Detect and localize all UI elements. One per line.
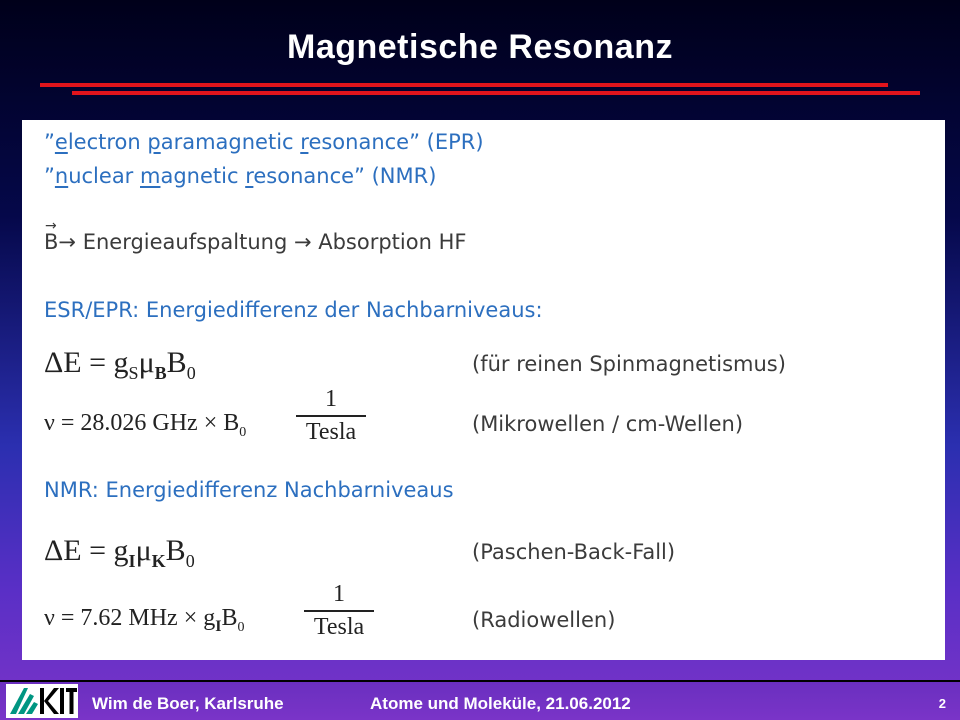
title-underline-bottom [72,91,920,95]
nmr-note-radiowaves: (Radiowellen) [472,608,616,632]
esr-note-microwave: (Mikrowellen / cm-Wellen) [472,412,744,436]
esr-frequency-formula: ν = 28.026 GHz × $B_0$ [44,410,247,440]
nmr-tesla-fraction: 1 Tesla [304,581,374,641]
field-absorption-line: → B→ Energieaufspaltung → Absorption HF [44,218,467,254]
slide-footer [0,682,960,720]
nmr-frequency-formula: ν = 7.62 MHz × $g_IB_0$ [44,605,245,635]
nmr-acronym-line: ”nuclear magnetic resonance” (NMR) [44,164,437,188]
esr-tesla-fraction: 1 Tesla [296,386,366,446]
b-vector: B [44,230,59,254]
nmr-note-paschen-back: (Paschen-Back-Fall) [472,540,676,564]
esr-note-spin: (für reinen Spinmagnetismus) [472,352,786,376]
esr-energy-formula: $\Delta E = g_S\mu_BB_0$ [44,346,196,383]
nmr-energy-formula: $\Delta E = g_I\mu_KB_0$ [44,534,195,571]
content-panel [22,120,945,660]
footer-author: Wim de Boer, Karlsruhe [92,694,284,713]
nmr-heading: NMR: Energiedifferenz Nachbarniveaus [44,478,454,502]
epr-acronym-line: ”electron paramagnetic resonance” (EPR) [44,130,484,154]
page-number: 2 [938,696,946,711]
kit-logo-icon [6,684,78,718]
title-underline-top [40,83,888,87]
esr-heading: ESR/EPR: Energiedifferenz der Nachbarniveaus: [44,298,543,322]
footer-course: Atome und Moleküle, 21.06.2012 [370,694,631,713]
slide-title: Magnetische Resonanz [287,28,673,66]
